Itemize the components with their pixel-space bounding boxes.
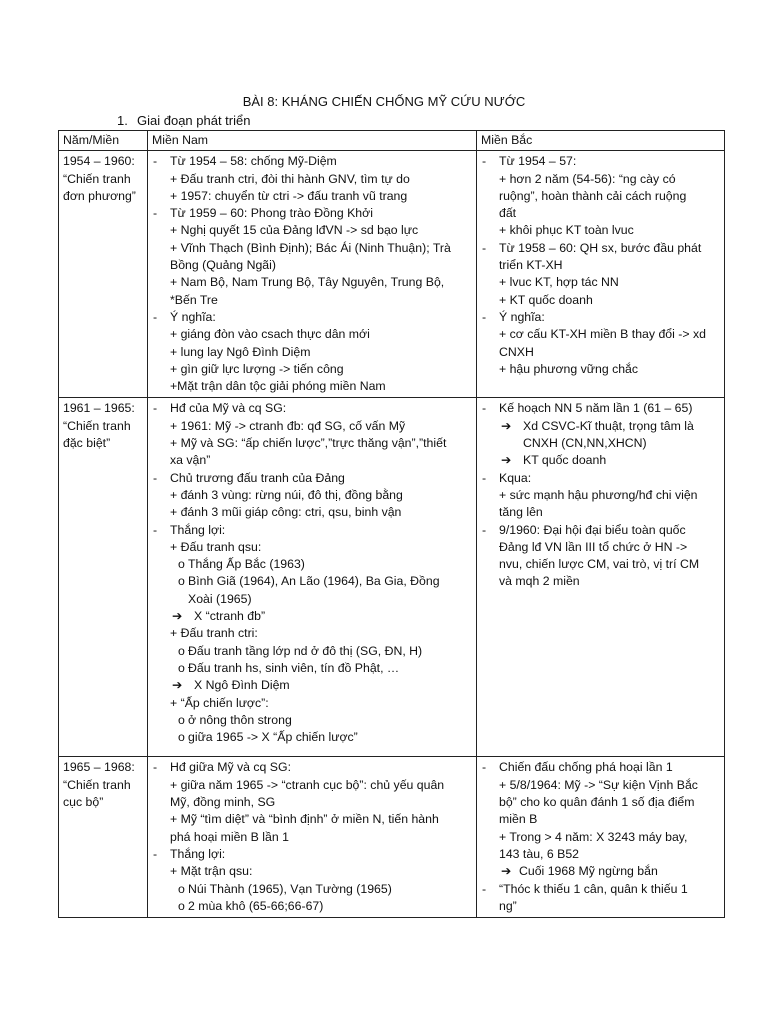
list-item: + hơn 2 năm (54-56): “ng cày có [499, 171, 676, 186]
period-cell [59, 151, 148, 398]
period-line: cục bộ” [63, 795, 104, 810]
period-line: 1961 – 1965: [63, 401, 135, 416]
period-line: đặc biệt” [63, 436, 111, 451]
list-item: - Kqua: [482, 470, 532, 485]
section-heading [117, 113, 250, 128]
table-row [59, 398, 725, 757]
list-item: + cơ cấu KT-XH miền B thay đổi -> xd [499, 327, 706, 342]
list-item: Xoài (1965) [188, 591, 252, 606]
arrow-icon: ➔ [501, 864, 512, 879]
list-item: - Kế hoạch NN 5 năm lần 1 (61 – 65) [482, 401, 693, 416]
list-item: o Núi Thành (1965), Vạn Tường (1965) [178, 881, 392, 896]
list-item: miền B [499, 812, 538, 827]
north-cell [477, 151, 725, 398]
list-item: - Hđ của Mỹ và cq SG: [153, 401, 287, 416]
list-item: + Trong > 4 năm: X 3243 máy bay, [499, 829, 688, 844]
list-item: o 2 mùa khô (65-66;66-67) [178, 898, 324, 913]
period-line: “Chiến tranh [63, 171, 131, 186]
list-item: + KT quốc doanh [499, 292, 593, 307]
list-item: + Mỹ “tìm diệt” và “bình định” ở miền N, tiến hành [170, 812, 439, 827]
arrow-icon: ➔ [172, 678, 183, 693]
header-row [59, 131, 725, 151]
list-item: + sức mạnh hậu phương/hđ chi viện [499, 487, 698, 502]
list-item: + Đấu tranh ctri, đòi thi hành GNV, tìm tự do [170, 171, 410, 186]
list-item: ➔ X Ngô Đình Diệm [152, 677, 473, 694]
list-item: + 1957: chuyển từ ctri -> đấu tranh vũ trang [170, 188, 408, 203]
table-row [59, 151, 725, 398]
list-item: ng” [499, 898, 517, 913]
list-item: *Bến Tre [170, 292, 218, 307]
period-cell [59, 757, 148, 918]
list-item: bộ” cho ko quân đánh 1 số địa điểm [499, 795, 695, 810]
list-item: - Thắng lợi: [153, 522, 226, 537]
table-row [59, 757, 725, 918]
list-item: + giáng đòn vào csach thực dân mới [170, 327, 370, 342]
period-line: 1965 – 1968: [63, 760, 135, 775]
list-item: và mqh 2 miền [499, 574, 580, 589]
list-item: ruộng”, hoàn thành cải cách ruộng [499, 188, 687, 203]
period-cell [59, 398, 148, 757]
list-item: nvu, chiến lược CM, vai trò, vị trí CM [499, 557, 700, 572]
north-cell [477, 398, 725, 757]
list-item: + Đấu tranh qsu: [170, 539, 262, 554]
list-item: - Từ 1954 – 57: [482, 154, 577, 169]
list-item: + lvuc KT, hợp tác NN [499, 275, 619, 290]
list-item: + Đấu tranh ctri: [170, 626, 258, 641]
arrow-icon: ➔ [501, 418, 512, 433]
list-item: + Nghị quyết 15 của Đảng lđVN -> sd bạo lực [170, 223, 419, 238]
list-item: xa vận” [170, 453, 211, 468]
list-item: - “Thóc k thiếu 1 cân, quân k thiếu 1 [482, 881, 688, 896]
section-label: Giai đoạn phát triển [137, 113, 251, 128]
list-item: tăng lên [499, 505, 543, 520]
list-item: + “Ấp chiến lược”: [170, 695, 269, 710]
list-item: + khôi phục KT toàn lvuc [499, 223, 634, 238]
north-cell [477, 757, 725, 918]
period-line: đơn phương” [63, 188, 136, 203]
list-item: 143 tàu, 6 B52 [499, 846, 579, 861]
arrow-icon: ➔ [172, 609, 183, 624]
list-item: Đảng lđ VN lần III tổ chức ở HN -> [499, 539, 688, 554]
list-item: o Bình Giã (1964), An Lão (1964), Ba Gia, Đồng [178, 574, 440, 589]
list-item: đất [499, 206, 517, 221]
arrow-icon: ➔ [501, 453, 512, 468]
south-cell [148, 757, 477, 918]
list-item: - Hđ giữa Mỹ và cq SG: [153, 760, 291, 775]
list-item: - Thắng lợi: [153, 846, 226, 861]
period-line: “Chiến tranh [63, 777, 131, 792]
list-item: - Chiến đấu chống phá hoại lần 1 [482, 760, 673, 775]
list-item: - Ý nghĩa: [482, 309, 545, 324]
list-item: ➔ KT quốc doanh [481, 452, 721, 469]
header-period: Năm/Miền [59, 131, 148, 151]
list-item: - Chủ trương đấu tranh của Đảng [153, 470, 345, 485]
list-item: phá hoại miền B lần 1 [170, 829, 289, 844]
list-item: + lung lay Ngô Đình Diệm [170, 344, 311, 359]
list-item: ➔ Xd CSVC-Kĩ thuật, trọng tâm là [481, 418, 721, 435]
section-number: 1. [117, 113, 128, 128]
period-line: “Chiến tranh [63, 418, 131, 433]
list-item: - Từ 1958 – 60: QH sx, bước đầu phát [482, 240, 702, 255]
page-title: BÀI 8: KHÁNG CHIẾN CHỐNG MỸ CỨU NƯỚC [242, 94, 526, 109]
list-item: - Ý nghĩa: [153, 309, 216, 324]
list-item: - 9/1960: Đại hội đại biểu toàn quốc [482, 522, 686, 537]
list-item: + 1961: Mỹ -> ctranh đb: qđ SG, cố vấn Mỹ [170, 418, 406, 433]
list-item: Mỹ, đồng minh, SG [170, 795, 276, 810]
list-item: CNXH [499, 344, 534, 359]
list-item: + 5/8/1964: Mỹ -> “Sự kiện Vịnh Bắc [499, 777, 698, 792]
list-item: + đánh 3 vùng: rừng núi, đô thị, đồng bằng [170, 487, 403, 502]
list-item: +Mặt trận dân tộc giải phóng miền Nam [170, 379, 386, 394]
list-item: CNXH (CN,NN,XHCN) [523, 436, 647, 451]
list-item: + Mặt trận qsu: [170, 864, 253, 879]
list-item: - Từ 1959 – 60: Phong trào Đồng Khởi [153, 206, 373, 221]
list-item: o giữa 1965 -> X “Ấp chiến lược” [178, 730, 358, 745]
list-item: ➔ X “ctranh đb” [152, 608, 473, 625]
period-line: 1954 – 1960: [63, 154, 135, 169]
header-south: Miền Nam [148, 131, 477, 151]
history-table [58, 130, 725, 918]
list-item: Bồng (Quảng Ngãi) [170, 258, 276, 273]
list-item: + giữa năm 1965 -> “ctranh cục bộ”: chủ yếu quân [170, 777, 445, 792]
list-item: + đánh 3 mũi giáp công: ctri, qsu, binh vận [170, 505, 402, 520]
list-item: + hậu phương vững chắc [499, 361, 639, 376]
list-item: o Thắng Ấp Bắc (1963) [178, 557, 305, 572]
list-item: + Vĩnh Thạch (Bình Định); Bác Ái (Ninh Thuận); Trà [170, 240, 451, 255]
south-cell [148, 398, 477, 757]
list-item: o Đấu tranh tầng lớp nd ở đô thị (SG, ĐN, H) [178, 643, 423, 658]
list-item: + gìn giữ lực lượng -> tiến công [170, 361, 344, 376]
list-item: - Từ 1954 – 58: chống Mỹ-Diệm [153, 154, 337, 169]
list-item: o Đấu tranh hs, sinh viên, tín đồ Phật, … [178, 660, 400, 675]
list-item: triển KT-XH [499, 258, 563, 273]
header-north: Miền Bắc [477, 131, 725, 151]
list-item: o ở nông thôn strong [178, 712, 292, 727]
south-cell [148, 151, 477, 398]
list-item: + Nam Bộ, Nam Trung Bộ, Tây Nguyên, Trung Bộ, [170, 275, 445, 290]
list-item: + Mỹ và SG: “ấp chiến lược”,”trực thăng vận”,”thiết [170, 436, 447, 451]
list-item: ➔ Cuối 1968 Mỹ ngừng bắn [481, 863, 721, 880]
